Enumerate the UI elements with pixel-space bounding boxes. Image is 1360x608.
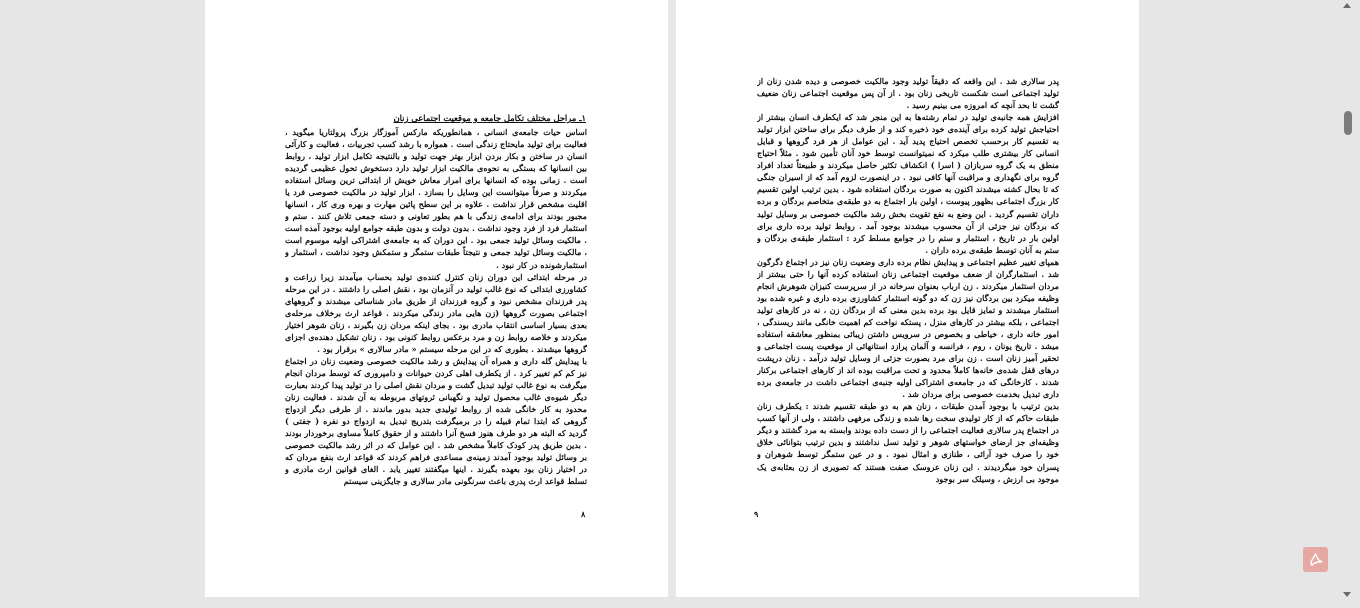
page-8-body — [285, 126, 587, 498]
vertical-scrollbar[interactable] — [1341, 0, 1355, 600]
paragraph-4: بدین ترتیب با بوجود آمدن طبقات ، زنان هم به دو طبقه تقسیم شدند : یکطرف زنان طبقات حاکم که از کار تولیدی سخت رها شده و زندگی مرفهی داشتند ، ولی از آنها کسب در اجتماع پدر سالاری فعالیت اجتماعی را از دست داده بودند وابسته به مرد گشتند و دیگر وظیفه‌ای جز ارضای خواستهای شوهر و تولید نسل نداشتند و بدین ترتیب بتوانائی خلاق خود را صرف خود آرائی ، طنازی و امثال نمود . و در عین ستمگر توسط شوهران و پسران خود میگردیدند . این زنان عروسک صفت هستند که تصویری از زن بعثابه‌ی یک موجود بی ارزش ، وسیلک سر بوجود — [757, 401, 1059, 484]
document-page-8 — [205, 0, 668, 597]
paragraph-3: همپای تغییر عظیم اجتماعی و پیدایش نظام برده داری وضعیت زنان نیز در اجتماع دگرگون شد . استثمارگران از ضعف موقعیت اجتماعی زنان استفاده کرده آنها را حتی بیشتر از مردان استثمار میکردند . زن ارباب بعنوان سرخانه در از سرپرست کنیزان شوهرش انجام وظیفه میکرد بین بردگان نیز زن که دو گونه استثمار کشاورزی برده داری و غیره شده بود استثمار میشدند و تمایز قایل بود برده بدین معنی که از بردگان زن ، نه در کارهای تولید اجتماعی ، بلکه بیشتر در کارهای منزل ، پستکه نواخت کم اهمیت خانگی مانند ریسندگی ، امور خانه داری ، خیاطی و بخصوص در سرویس داشتن زیبائی بمنظور معاشقه استفاده میشد . تاریخ یونان ، روم ، فرانسه و آلمان پرازد استانهائی از موقعیت پست اجتماعی و تحقیر آمیز زنان است . زن برای مرد بصورت جزئی از وسایل تولید درآمد . زنان درپشت درهای قفل شده‌ی خانه‌ها کاملاً محدود و تحت مراقبت بوده اند از کارهای اجتماعی برکنار شدند . کارخانگی که در جامعه‌ی اشتراکی اولیه جنبه‌ی اجتماعی داشت در جامعه‌ی برده داری تبدیل بخدمت خصوصی برای مردان شد . — [757, 256, 1059, 400]
document-page-9 — [676, 0, 1139, 597]
page-9-body — [757, 75, 1059, 503]
scroll-up-arrow-icon[interactable] — [1343, 3, 1351, 8]
paragraph-2: افزایش همه جانبه‌ی تولید در تمام رشته‌ها به این منجر شد که ایکطرف انسان بیشتر از احتیاجش تولید کرده برای آینده‌ی خود ذخیره کند و از طرف دیگر برای ساختن ابزار تولید به تقسیم کار برحسب تخصص احتیاج پدید آید . این عوامل از هر فرد گروهها و قبایل انسانی کار بیشتری طلب میکرد که نمیتوانست توسط خود آنان تأمین شود . مثلاً احتیاج منطق به یک گروه سربازان ( اسرا ) انکشاف تکثیر حاصل میکردند و طبیعتاً تعداد افراد گروه برای نگهداری و مراقبت آنها کافی نبود . در اینصورت لزوم آمد که از اسیران جنگی که تا بحال کشته میشدند اکنون به صورت بردگان استفاده شود . بدین ترتیب اولین تقسیم کار بزرگ اجتماعی بظهور پیوست ، اولین بار اجتماع به دو طبقه‌ی متخاصم بردگان و برده داران تقسیم گردید . این وضع به نفع تقویت بخش رشد مالکیت خصوصی بر وسایل تولید که بردگان نیز جزئی از آن محسوب میشدند بوجود آمد . روابط تولید برده داری برای اولین بار در تاریخ ، استثمار و ستم را در جوامع مسلط کرد : استثمار طبقه‌ی بردگان و ستم به آنان توسط طبقه‌ی برده داران . — [757, 112, 1059, 255]
scroll-thumb[interactable] — [1344, 111, 1352, 135]
paragraph-1: پدر سالاری شد . این واقعه که دقیقاً تولید وجود مالکیت خصوصی و دیده شدن زنان از تولید اجتماعی است شکست تاریخی زنان بود . از آن پس موقعیت اجتماعی زنان ضعیف گشت تا بحد آنچه که امروزه می بینیم رسید . — [757, 76, 1059, 111]
page-number: ۸ — [581, 509, 586, 519]
paragraph-1: اساس حیات جامعه‌ی انسانی ، همانطوریکه مارکس آموزگار بزرگ پرولتاریا میگوید ، فعالیت برای تولید مایحتاج زندگی است . همواره با رشد کسب تجربیات ، فعالیت و کارآئی انسان در ساختن و بکار بردن ابزار بهتر جهت تولید و بالنتیجه تکامل ابزار تولید ، روابط بین انسانها که بستگی به نحوه‌ی مالکیت ابزار تولید دارد دستخوش تحول عظیمی گردیده است . زمانی بوده که انسانها برای امرار معاش خویش از ابتدائی ترین وسائل استفاده میکردند و صرفاً میتوانست این وسایل را بسازد . ابزار تولید در مالکیت خصوصی فرد یا اقلیت مشخص قرار نداشت . علاوه بر این سطح پائین مهارت و بهره وری کار ، انسانها مجبور بودند برای ادامه‌ی زندگی با هم بطور تعاونی و دسته جمعی تلاش کنند . ستم و استثمار فرد از فرد وجود نداشت . بدون دولت و بدون طبقه جوامع اولیه بوجود آمده است . مالکیت وسائل تولید جمعی بود . این دوران که به جامعه‌ی اشتراکی اولیه موسوم است ، مالکیت وسائل تولید جمعی و نتیجتاً طبقات ستمگر و ستمکش وجود نداشت ، استثمار و استثمارشونده در کار نبود . — [285, 127, 587, 270]
scroll-down-arrow-icon[interactable] — [1343, 592, 1351, 597]
paragraph-2: در مرحله ابتدائی این دوران زنان کنترل کننده‌ی تولید بحساب میآمدند زیرا زراعت و کشاورزی ابتدائی که نوع غالب تولید در آنزمان بود ، نقش اصلی را داشتند . در این مرحله پدر فرزندان مشخص نبود و گروه فرزندان از طریق مادر شناسائی میشدند و گروههای اجتماعی بصورت گروهها (زن هایی مادر زندگی میکردند . قواعد ارث برخلاف مرحله‌ی بعدی بسیار اساسی انتقاب مادری بود . بجای اینکه مردان زن بگیرند ، زنان شوهر اختیار میکردند و خلاصه روابط زن و مرد برعکس روابط کنونی بود . زنان تشکیل دهنده‌ی اجزای گروهها میشدند . بطوری که در این مرحله سیستم « مادر سالاری » برقرار بود . — [285, 271, 587, 354]
paragraph-3: با پیدایش گله داری و همراه آن پیدایش و رشد مالکیت خصوصی وضعیت زنان در اجتماع نیز کم کم تغییر کرد . از یکطرف اهلی کردن حیوانات و دامپروری که توسط مردان انجام میگرفت به نوع غالب تولید تبدیل گشت و مردان نقش اصلی را در تولید پیدا کردند بعبارت دیگر شیوه‌ی غالب محصول تولید و نگهبانی ثروتهای مربوطه به آن شدند . فعالیت زنان محدود به کار خانگی شده از روابط تولیدی جدید بدور ماندند . از طرفی دیگر ازدواج گروهی که ابتدا تمام قبیله را در برمیگرفت بتدریج تبدیل به ازدواج دو نفره ( جفتی ) گردید که البته هر دو طرف هنوز فسخ آنرا داشتند و از حقوق کاملاً مساوی برخوردار بودند . بدین طریق پدر کودک کاملاً مشخص شد . این عوامل که در اثر رشد مالکیت خصوصی بر وسائل تولید بوجود آمدند زمینه‌ی مساعدی فراهم کردند که قواعد ارث بنفع مردان که در اختیار زنان بود بعهده بگیرند . اینها میگفتند تغییر یابد . الغای قوانین ارث مادری و تسلط قواعد ارث پدری باعث سرنگونی مادر سالاری و جایگزینی سیستم — [285, 355, 587, 487]
section-heading: ۱ـ مراحل مختلف تکامل جامعه و موقعیت اجتماعی زنان — [393, 113, 586, 123]
pdf-icon — [1307, 551, 1324, 568]
page-number: ۹ — [754, 509, 759, 519]
pdf-tool-button[interactable] — [1303, 547, 1328, 572]
